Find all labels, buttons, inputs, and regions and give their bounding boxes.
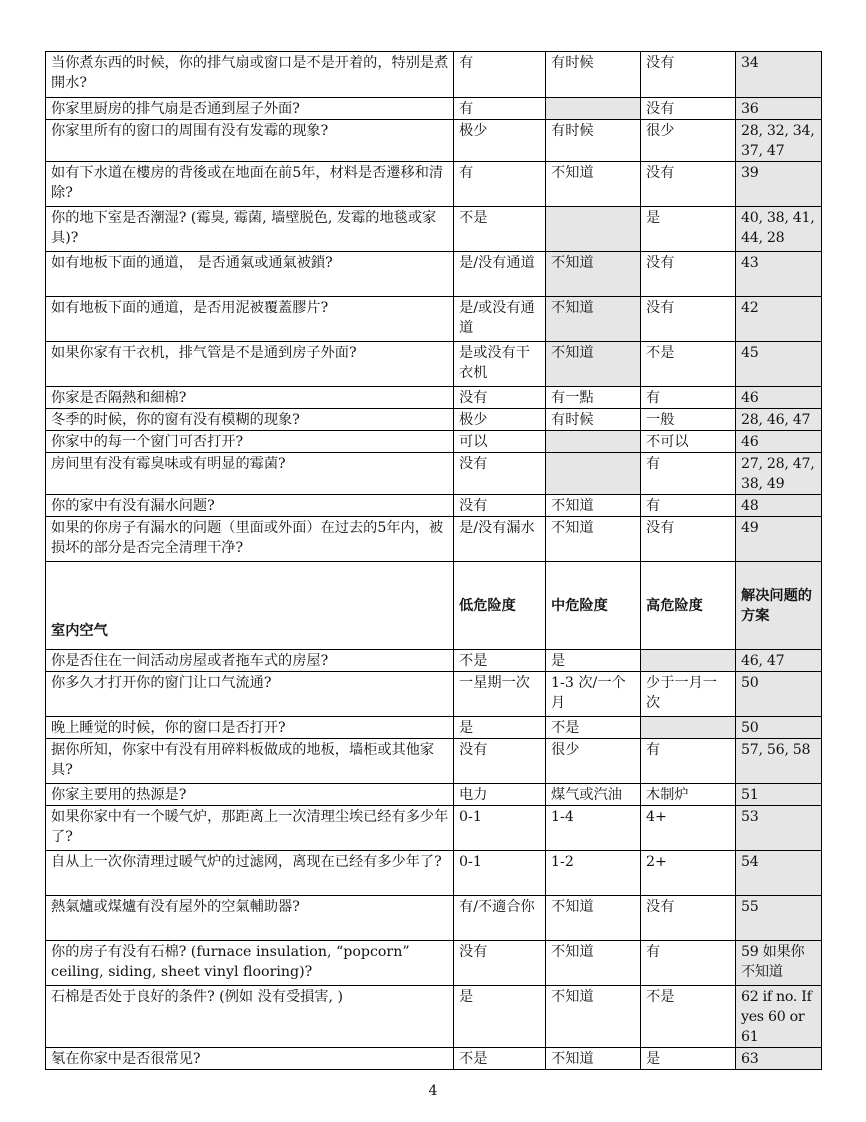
- table-row: [46, 207, 822, 252]
- mid-risk-cell: 不是: [546, 717, 641, 739]
- low-risk-cell: 有: [454, 162, 546, 207]
- section-title: 室内空气: [46, 562, 454, 650]
- table-row: [46, 52, 822, 98]
- solution-cell: 49: [736, 517, 822, 562]
- column-header-low-risk: 低危险度: [454, 562, 546, 650]
- solution-cell: 39: [736, 162, 822, 207]
- question-cell: 自从上一次你清理过暖气炉的过滤网，离现在已经有多少年了?: [46, 851, 454, 896]
- solution-cell: 53: [736, 806, 822, 851]
- low-risk-cell: 是: [454, 717, 546, 739]
- mid-risk-cell: 不知道: [546, 1048, 641, 1070]
- low-risk-cell: 电力: [454, 784, 546, 806]
- solution-cell: 45: [736, 342, 822, 387]
- high-risk-cell: 不可以: [641, 431, 736, 453]
- high-risk-cell: 有: [641, 941, 736, 986]
- solution-cell: 59 如果你不知道: [736, 941, 822, 986]
- question-cell: 据你所知，你家中有没有用碎料板做成的地板，墙柜或其他家具?: [46, 739, 454, 784]
- question-cell: 你多久才打开你的窗门让口气流通?: [46, 672, 454, 717]
- mid-risk-cell: 1-3 次/一个月: [546, 672, 641, 717]
- high-risk-cell: 没有: [641, 297, 736, 342]
- mid-risk-cell: 不知道: [546, 252, 641, 297]
- mid-risk-cell: 煤气或汽油: [546, 784, 641, 806]
- question-cell: 你家里所有的窗口的周围有没有发霉的现象?: [46, 120, 454, 162]
- question-cell: 如有地板下面的通道，是否用泥被覆蓋膠片?: [46, 297, 454, 342]
- mid-risk-cell: 不知道: [546, 941, 641, 986]
- mid-risk-cell: 不知道: [546, 495, 641, 517]
- high-risk-cell: 是: [641, 1048, 736, 1070]
- question-cell: 如果你家有干衣机，排气管是不是通到房子外面?: [46, 342, 454, 387]
- low-risk-cell: 有: [454, 52, 546, 98]
- solution-cell: 62 if no. If yes 60 or 61: [736, 986, 822, 1048]
- solution-cell: 36: [736, 98, 822, 120]
- low-risk-cell: 一星期一次: [454, 672, 546, 717]
- solution-cell: 55: [736, 896, 822, 941]
- mid-risk-cell: 不知道: [546, 896, 641, 941]
- high-risk-cell: 不是: [641, 342, 736, 387]
- solution-cell: 57, 56, 58: [736, 739, 822, 784]
- solution-cell: 40, 38, 41, 44, 28: [736, 207, 822, 252]
- low-risk-cell: 不是: [454, 1048, 546, 1070]
- question-cell: 你是否住在一间活动房屋或者拖车式的房屋?: [46, 650, 454, 672]
- question-cell: 如有下水道在樓房的背後或在地面在前5年，材料是否遷移和清除?: [46, 162, 454, 207]
- high-risk-cell: 没有: [641, 162, 736, 207]
- question-cell: 氡在你家中是否很常见?: [46, 1048, 454, 1070]
- question-cell: 如果你家中有一个暖气炉，那距离上一次清理尘埃已经有多少年了?: [46, 806, 454, 851]
- solution-cell: 46: [736, 431, 822, 453]
- high-risk-cell: 没有: [641, 517, 736, 562]
- mid-risk-cell: 1-2: [546, 851, 641, 896]
- mid-risk-cell: 很少: [546, 739, 641, 784]
- table-row: [46, 495, 822, 517]
- high-risk-cell: 有: [641, 453, 736, 495]
- solution-cell: 46, 47: [736, 650, 822, 672]
- low-risk-cell: 是/没有通道: [454, 252, 546, 297]
- solution-cell: 27, 28, 47, 38, 49: [736, 453, 822, 495]
- solution-cell: 28, 32, 34, 37, 47: [736, 120, 822, 162]
- table-row: [46, 387, 822, 409]
- table-row: [46, 806, 822, 851]
- low-risk-cell: 没有: [454, 739, 546, 784]
- table-row: [46, 252, 822, 297]
- column-header-solution: 解决问题的方案: [736, 562, 822, 650]
- solution-cell: 50: [736, 717, 822, 739]
- low-risk-cell: 有: [454, 98, 546, 120]
- high-risk-cell: [641, 717, 736, 739]
- question-cell: 如果的你房子有漏水的问题（里面或外面）在过去的5年内，被损坏的部分是否完全清理干净?: [46, 517, 454, 562]
- high-risk-cell: 没有: [641, 896, 736, 941]
- low-risk-cell: 有/不適合你: [454, 896, 546, 941]
- high-risk-cell: 少于一月一次: [641, 672, 736, 717]
- table-row: [46, 517, 822, 562]
- question-cell: 房间里有没有霉臭味或有明显的霉菌?: [46, 453, 454, 495]
- solution-cell: 48: [736, 495, 822, 517]
- low-risk-cell: 极少: [454, 120, 546, 162]
- high-risk-cell: 没有: [641, 252, 736, 297]
- mid-risk-cell: 1-4: [546, 806, 641, 851]
- question-cell: 如有地板下面的通道， 是否通氣或通氣被鎖?: [46, 252, 454, 297]
- table-row: [46, 453, 822, 495]
- question-cell: 你的房子有没有石棉? (furnace insulation, “popcorn” ceiling, siding, sheet vinyl flooring)?: [46, 941, 454, 986]
- high-risk-cell: [641, 650, 736, 672]
- low-risk-cell: 没有: [454, 387, 546, 409]
- mid-risk-cell: 不知道: [546, 297, 641, 342]
- question-cell: 你家是否隔熱和細棉?: [46, 387, 454, 409]
- low-risk-cell: 没有: [454, 495, 546, 517]
- mid-risk-cell: 有时候: [546, 409, 641, 431]
- question-cell: 你的家中有没有漏水问题?: [46, 495, 454, 517]
- mid-risk-cell: 不知道: [546, 986, 641, 1048]
- questionnaire-table: [45, 51, 822, 1070]
- mid-risk-cell: [546, 431, 641, 453]
- high-risk-cell: 木制炉: [641, 784, 736, 806]
- low-risk-cell: 不是: [454, 207, 546, 252]
- low-risk-cell: 极少: [454, 409, 546, 431]
- low-risk-cell: 是或没有干衣机: [454, 342, 546, 387]
- high-risk-cell: 是: [641, 207, 736, 252]
- page-number: 4: [428, 1083, 438, 1099]
- low-risk-cell: 0-1: [454, 806, 546, 851]
- table-row: [46, 650, 822, 672]
- low-risk-cell: 是/没有漏水: [454, 517, 546, 562]
- solution-cell: 54: [736, 851, 822, 896]
- table-row: [46, 162, 822, 207]
- table-row: [46, 672, 822, 717]
- mid-risk-cell: [546, 207, 641, 252]
- solution-cell: 42: [736, 297, 822, 342]
- question-cell: 石棉是否处于良好的条件? (例如 没有受損害, ): [46, 986, 454, 1048]
- table-row: [46, 717, 822, 739]
- solution-cell: 43: [736, 252, 822, 297]
- solution-cell: 51: [736, 784, 822, 806]
- table-row: [46, 739, 822, 784]
- table-row: [46, 431, 822, 453]
- low-risk-cell: 没有: [454, 453, 546, 495]
- section-header-row: [46, 562, 822, 650]
- table-row: [46, 1048, 822, 1070]
- low-risk-cell: 是/或没有通道: [454, 297, 546, 342]
- question-cell: 晚上睡觉的时候，你的窗口是否打开?: [46, 717, 454, 739]
- table-row: [46, 342, 822, 387]
- mid-risk-cell: 不知道: [546, 342, 641, 387]
- table-row: [46, 941, 822, 986]
- table-row: [46, 297, 822, 342]
- solution-cell: 46: [736, 387, 822, 409]
- mid-risk-cell: 有一點: [546, 387, 641, 409]
- table-row: [46, 896, 822, 941]
- question-cell: 你的地下室是否潮湿? (霉臭, 霉菌, 墙壁脱色, 发霉的地毯或家具)?: [46, 207, 454, 252]
- high-risk-cell: 有: [641, 387, 736, 409]
- question-cell: 当你煮东西的时候，你的排气扇或窗口是不是开着的，特别是煮開水?: [46, 52, 454, 98]
- mid-risk-cell: 有时候: [546, 52, 641, 98]
- high-risk-cell: 有: [641, 495, 736, 517]
- mid-risk-cell: 有时候: [546, 120, 641, 162]
- low-risk-cell: 不是: [454, 650, 546, 672]
- question-cell: 你家主要用的热源是?: [46, 784, 454, 806]
- high-risk-cell: 没有: [641, 52, 736, 98]
- mid-risk-cell: [546, 98, 641, 120]
- high-risk-cell: 4+: [641, 806, 736, 851]
- high-risk-cell: 不是: [641, 986, 736, 1048]
- high-risk-cell: 2+: [641, 851, 736, 896]
- low-risk-cell: 是: [454, 986, 546, 1048]
- table-row: [46, 409, 822, 431]
- solution-cell: 28, 46, 47: [736, 409, 822, 431]
- low-risk-cell: 0-1: [454, 851, 546, 896]
- solution-cell: 34: [736, 52, 822, 98]
- question-cell: 熱氣爐或煤爐有没有屋外的空氣輔助器?: [46, 896, 454, 941]
- mid-risk-cell: 不知道: [546, 517, 641, 562]
- table-row: [46, 120, 822, 162]
- table-row: [46, 784, 822, 806]
- question-cell: 冬季的时候，你的窗有没有模糊的现象?: [46, 409, 454, 431]
- low-risk-cell: 没有: [454, 941, 546, 986]
- column-header-mid-risk: 中危险度: [546, 562, 641, 650]
- high-risk-cell: 很少: [641, 120, 736, 162]
- high-risk-cell: 有: [641, 739, 736, 784]
- table-row: [46, 851, 822, 896]
- table-row: [46, 986, 822, 1048]
- solution-cell: 63: [736, 1048, 822, 1070]
- low-risk-cell: 可以: [454, 431, 546, 453]
- mid-risk-cell: 是: [546, 650, 641, 672]
- solution-cell: 50: [736, 672, 822, 717]
- column-header-high-risk: 高危险度: [641, 562, 736, 650]
- mid-risk-cell: [546, 453, 641, 495]
- mid-risk-cell: 不知道: [546, 162, 641, 207]
- question-cell: 你家中的每一个窗门可否打开?: [46, 431, 454, 453]
- high-risk-cell: 一般: [641, 409, 736, 431]
- table-row: [46, 98, 822, 120]
- high-risk-cell: 没有: [641, 98, 736, 120]
- question-cell: 你家里厨房的排气扇是否通到屋子外面?: [46, 98, 454, 120]
